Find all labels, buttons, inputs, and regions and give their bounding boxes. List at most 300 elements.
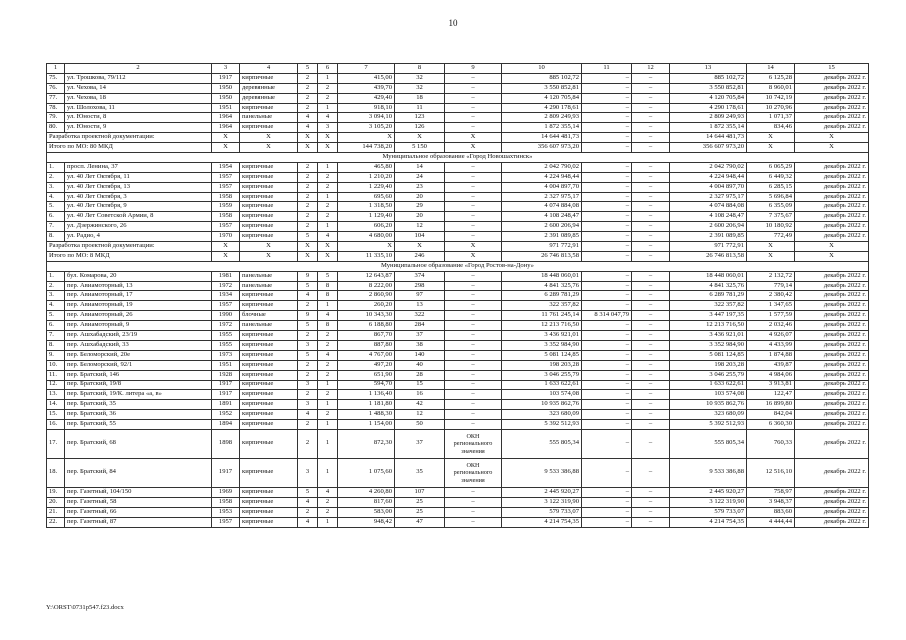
- table-cell: 4 004 897,70: [502, 182, 582, 192]
- table-cell: пер. Братский, 68: [65, 429, 212, 458]
- table-cell: 123: [395, 113, 445, 123]
- table-cell: ул. 40 Лет Октября, 13: [65, 182, 212, 192]
- summary-row: [47, 242, 869, 252]
- table-cell: 14.: [47, 400, 65, 410]
- table-cell: кирпичные: [240, 340, 298, 350]
- table-cell: 4 444,44: [747, 517, 795, 527]
- table-cell: –: [632, 340, 670, 350]
- table-cell: 1: [318, 103, 338, 113]
- table-cell: 77.: [47, 93, 65, 103]
- table-cell: 1.: [47, 162, 65, 172]
- table-row: [47, 390, 869, 400]
- table-cell: деревянные: [240, 93, 298, 103]
- table-cell: 12: [395, 410, 445, 420]
- table-row: [47, 291, 869, 301]
- table-cell: 1: [318, 73, 338, 83]
- section-header-row: [47, 153, 869, 163]
- table-cell: кирпичные: [240, 291, 298, 301]
- table-cell: 2: [298, 202, 318, 212]
- table-cell: 15.: [47, 410, 65, 420]
- table-cell: –: [632, 458, 670, 487]
- table-cell: 2: [318, 83, 338, 93]
- table-cell: 5 392 512,93: [502, 420, 582, 430]
- table-cell: 75.: [47, 73, 65, 83]
- table-cell: –: [582, 73, 632, 83]
- table-cell: декабрь 2022 г.: [795, 73, 869, 83]
- table-cell: –: [445, 420, 502, 430]
- table-cell: 107: [395, 487, 445, 497]
- table-body: [47, 64, 869, 528]
- table-cell: 2: [318, 172, 338, 182]
- table-cell: 2 380,42: [747, 291, 795, 301]
- file-path-footer: Y:\ORST\0731p547.f23.docx: [46, 604, 124, 611]
- table-cell: –: [582, 458, 632, 487]
- table-cell: 38: [395, 340, 445, 350]
- table-cell: –: [582, 212, 632, 222]
- table-cell: 2: [298, 182, 318, 192]
- table-row: [47, 429, 869, 458]
- table-cell: 1: [318, 420, 338, 430]
- table-cell: 1950: [212, 83, 240, 93]
- section-title: Муниципальное образование «Город Новошахтинск»: [47, 153, 869, 163]
- summary-label: Разработка проектной документации:: [47, 242, 212, 252]
- table-cell: –: [632, 517, 670, 527]
- table-cell: 1981: [212, 271, 240, 281]
- table-cell: 5: [298, 232, 318, 242]
- table-cell: 21.: [47, 507, 65, 517]
- table-cell: 4 074 884,08: [502, 202, 582, 212]
- table-cell: 8: [318, 281, 338, 291]
- table-cell: 8: [318, 291, 338, 301]
- table-cell: 9.: [47, 350, 65, 360]
- table-cell: 4: [318, 350, 338, 360]
- table-cell: декабрь 2022 г.: [795, 182, 869, 192]
- table-cell: кирпичные: [240, 162, 298, 172]
- column-number-1: 1: [47, 64, 65, 74]
- table-cell: –: [582, 390, 632, 400]
- table-cell: –: [582, 103, 632, 113]
- summary-cell: X: [318, 251, 338, 261]
- table-cell: пер. Братский, 36: [65, 410, 212, 420]
- table-cell: 1969: [212, 487, 240, 497]
- table-cell: 2 327 975,17: [502, 192, 582, 202]
- table-cell: ул. Радио, 4: [65, 232, 212, 242]
- table-cell: 11: [395, 103, 445, 113]
- table-cell: 322 357,82: [502, 301, 582, 311]
- table-cell: 2 600 206,94: [670, 222, 747, 232]
- table-cell: –: [445, 291, 502, 301]
- table-cell: 1957: [212, 517, 240, 527]
- table-cell: 4: [318, 232, 338, 242]
- table-row: [47, 172, 869, 182]
- table-cell: 1 181,80: [338, 400, 395, 410]
- table-cell: 16: [395, 390, 445, 400]
- table-cell: 10 742,19: [747, 93, 795, 103]
- summary-cell: X: [795, 242, 869, 252]
- table-cell: –: [632, 103, 670, 113]
- summary-row: [47, 143, 869, 153]
- table-cell: 2 327 975,17: [670, 192, 747, 202]
- table-cell: деревянные: [240, 83, 298, 93]
- table-cell: ул. Чехова, 14: [65, 83, 212, 93]
- table-cell: 1 136,40: [338, 390, 395, 400]
- table-cell: –: [582, 113, 632, 123]
- table-cell: декабрь 2022 г.: [795, 458, 869, 487]
- table-row: [47, 281, 869, 291]
- table-cell: 3.: [47, 182, 65, 192]
- table-cell: 6 285,15: [747, 182, 795, 192]
- table-cell: 103 574,08: [670, 390, 747, 400]
- table-cell: 1957: [212, 301, 240, 311]
- table-cell: –: [445, 497, 502, 507]
- table-cell: 322: [395, 311, 445, 321]
- table-cell: 2: [318, 507, 338, 517]
- column-number-3: 3: [212, 64, 240, 74]
- table-cell: –: [632, 331, 670, 341]
- table-cell: кирпичные: [240, 182, 298, 192]
- table-cell: 583,00: [338, 507, 395, 517]
- table-cell: 1: [318, 162, 338, 172]
- table-cell: декабрь 2022 г.: [795, 162, 869, 172]
- table-cell: 10 343,30: [338, 311, 395, 321]
- table-cell: 1 318,50: [338, 202, 395, 212]
- table-cell: –: [632, 350, 670, 360]
- table-cell: 260,20: [338, 301, 395, 311]
- table-cell: пер. Беломорский, 92/1: [65, 360, 212, 370]
- table-row: [47, 182, 869, 192]
- table-cell: 2: [298, 331, 318, 341]
- table-cell: 4 841 325,76: [670, 281, 747, 291]
- table-cell: 126: [395, 123, 445, 133]
- column-number-2: 2: [65, 64, 212, 74]
- table-cell: ул. 40 Лет Октября, 11: [65, 172, 212, 182]
- table-row: [47, 410, 869, 420]
- table-cell: 867,70: [338, 331, 395, 341]
- table-cell: 1972: [212, 281, 240, 291]
- table-cell: 594,70: [338, 380, 395, 390]
- table-cell: декабрь 2022 г.: [795, 271, 869, 281]
- table-cell: 18: [395, 93, 445, 103]
- table-cell: 1972: [212, 321, 240, 331]
- summary-cell: 14 644 481,73: [670, 133, 747, 143]
- table-cell: 198 203,28: [502, 360, 582, 370]
- table-cell: 2: [318, 497, 338, 507]
- table-cell: –: [632, 83, 670, 93]
- table-cell: 1 577,59: [747, 311, 795, 321]
- table-cell: 18 448 060,01: [502, 271, 582, 281]
- table-cell: –: [632, 370, 670, 380]
- summary-cell: X: [445, 242, 502, 252]
- table-cell: 1955: [212, 340, 240, 350]
- table-cell: декабрь 2022 г.: [795, 172, 869, 182]
- table-cell: кирпичные: [240, 301, 298, 311]
- table-cell: 918,10: [338, 103, 395, 113]
- table-cell: –: [445, 83, 502, 93]
- page-number: 10: [448, 18, 458, 28]
- table-cell: 5 081 124,85: [670, 350, 747, 360]
- table-cell: 35: [395, 458, 445, 487]
- summary-cell: X: [318, 143, 338, 153]
- table-cell: 2: [318, 182, 338, 192]
- table-cell: 32: [395, 73, 445, 83]
- table-cell: 13.: [47, 390, 65, 400]
- table-cell: 323 680,09: [502, 410, 582, 420]
- table-cell: декабрь 2022 г.: [795, 93, 869, 103]
- table-cell: 9 533 386,88: [670, 458, 747, 487]
- table-cell: 4 108 248,47: [502, 212, 582, 222]
- table-cell: панельные: [240, 281, 298, 291]
- table-cell: 6.: [47, 321, 65, 331]
- table-cell: –: [445, 93, 502, 103]
- table-cell: –: [445, 400, 502, 410]
- table-cell: 6 449,32: [747, 172, 795, 182]
- table-cell: 817,60: [338, 497, 395, 507]
- table-cell: 2: [298, 212, 318, 222]
- table-cell: 1.: [47, 271, 65, 281]
- table-cell: 5 392 512,93: [670, 420, 747, 430]
- table-cell: 1958: [212, 497, 240, 507]
- table-cell: 3 550 852,81: [670, 83, 747, 93]
- table-cell: 322 357,82: [670, 301, 747, 311]
- table-cell: 1 229,40: [338, 182, 395, 192]
- table-cell: 1954: [212, 162, 240, 172]
- table-cell: 6 355,09: [747, 202, 795, 212]
- table-cell: –: [445, 350, 502, 360]
- table-cell: ул. 40 Лет Советской Армии, 8: [65, 212, 212, 222]
- table-row: [47, 222, 869, 232]
- table-cell: 1964: [212, 123, 240, 133]
- table-cell: кирпичные: [240, 507, 298, 517]
- summary-cell: X: [795, 251, 869, 261]
- table-cell: 6.: [47, 212, 65, 222]
- table-cell: –: [582, 202, 632, 212]
- table-cell: 429,40: [338, 93, 395, 103]
- table-cell: –: [582, 331, 632, 341]
- table-cell: 8: [318, 321, 338, 331]
- table-cell: 3: [298, 400, 318, 410]
- summary-cell: 5 150: [395, 143, 445, 153]
- table-cell: 579 733,07: [502, 507, 582, 517]
- table-cell: пер. Авиамоторный, 17: [65, 291, 212, 301]
- table-cell: 5: [298, 487, 318, 497]
- table-cell: 885 102,72: [670, 73, 747, 83]
- table-cell: –: [445, 212, 502, 222]
- table-cell: пер. Братский, 19/8: [65, 380, 212, 390]
- table-cell: 2: [298, 162, 318, 172]
- table-cell: 842,04: [747, 410, 795, 420]
- summary-cell: –: [632, 242, 670, 252]
- table-cell: пер. Газетный, 58: [65, 497, 212, 507]
- table-cell: 2: [298, 360, 318, 370]
- table-cell: 323 680,09: [670, 410, 747, 420]
- table-cell: –: [582, 350, 632, 360]
- table-cell: 79.: [47, 113, 65, 123]
- table-cell: 3 948,37: [747, 497, 795, 507]
- summary-cell: 356 607 973,20: [670, 143, 747, 153]
- table-cell: 3 122 319,90: [670, 497, 747, 507]
- table-cell: 2: [298, 222, 318, 232]
- table-cell: 695,60: [338, 192, 395, 202]
- table-cell: 4: [318, 487, 338, 497]
- table-cell: 4 680,00: [338, 232, 395, 242]
- table-cell: кирпичные: [240, 429, 298, 458]
- table-cell: 198 203,28: [670, 360, 747, 370]
- table-row: [47, 212, 869, 222]
- table-cell: 4 108 248,47: [670, 212, 747, 222]
- table-row: [47, 311, 869, 321]
- table-cell: 1 347,65: [747, 301, 795, 311]
- table-row: [47, 497, 869, 507]
- table-cell: 1: [318, 222, 338, 232]
- table-cell: 2 445 920,27: [502, 487, 582, 497]
- table-cell: 3 046 255,79: [670, 370, 747, 380]
- table-row: [47, 192, 869, 202]
- table-cell: 1: [318, 458, 338, 487]
- summary-cell: –: [582, 133, 632, 143]
- table-cell: –: [445, 321, 502, 331]
- summary-cell: X: [747, 251, 795, 261]
- table-cell: –: [582, 429, 632, 458]
- table-cell: ул. Трошкова, 79/112: [65, 73, 212, 83]
- table-cell: 4: [298, 410, 318, 420]
- table-cell: декабрь 2022 г.: [795, 350, 869, 360]
- table-cell: 5.: [47, 202, 65, 212]
- table-cell: декабрь 2022 г.: [795, 83, 869, 93]
- table-cell: 104: [395, 232, 445, 242]
- table-cell: 2: [298, 370, 318, 380]
- table-cell: 2: [298, 103, 318, 113]
- table-cell: 4 004 897,70: [670, 182, 747, 192]
- summary-cell: 14 644 481,73: [502, 133, 582, 143]
- table-cell: 11.: [47, 370, 65, 380]
- table-cell: 3 122 319,90: [502, 497, 582, 507]
- table-cell: –: [445, 281, 502, 291]
- table-cell: ул. Чехова, 18: [65, 93, 212, 103]
- table-cell: 42: [395, 400, 445, 410]
- table-cell: 4 224 948,44: [670, 172, 747, 182]
- table-cell: декабрь 2022 г.: [795, 311, 869, 321]
- table-cell: кирпичные: [240, 497, 298, 507]
- table-cell: 2 391 089,85: [502, 232, 582, 242]
- column-number-row: [47, 64, 869, 74]
- summary-cell: X: [240, 242, 298, 252]
- table-cell: 4 290 178,61: [502, 103, 582, 113]
- table-cell: кирпичные: [240, 487, 298, 497]
- table-cell: декабрь 2022 г.: [795, 321, 869, 331]
- table-cell: 12 213 716,50: [502, 321, 582, 331]
- table-cell: –: [632, 487, 670, 497]
- table-cell: 37: [395, 429, 445, 458]
- table-cell: –: [632, 390, 670, 400]
- table-cell: декабрь 2022 г.: [795, 380, 869, 390]
- table-cell: кирпичные: [240, 458, 298, 487]
- table-cell: пер. Авиамоторный, 9: [65, 321, 212, 331]
- table-cell: 1990: [212, 311, 240, 321]
- table-cell: –: [632, 497, 670, 507]
- table-cell: кирпичные: [240, 103, 298, 113]
- table-cell: –: [632, 271, 670, 281]
- table-cell: 1917: [212, 73, 240, 83]
- table-cell: ул. Шолохова, 11: [65, 103, 212, 113]
- table-cell: декабрь 2022 г.: [795, 192, 869, 202]
- table-cell: 1917: [212, 390, 240, 400]
- table-cell: декабрь 2022 г.: [795, 360, 869, 370]
- table-cell: –: [445, 103, 502, 113]
- table-cell: –: [582, 380, 632, 390]
- summary-cell: X: [395, 133, 445, 143]
- summary-cell: 971 772,91: [670, 242, 747, 252]
- table-cell: 8 222,00: [338, 281, 395, 291]
- table-cell: 1958: [212, 192, 240, 202]
- summary-cell: 26 746 813,58: [502, 251, 582, 261]
- table-cell: –: [632, 123, 670, 133]
- table-cell: 6 065,29: [747, 162, 795, 172]
- table-cell: ОКН регионального значения: [445, 458, 502, 487]
- table-cell: 415,00: [338, 73, 395, 83]
- table-cell: 4: [298, 123, 318, 133]
- table-cell: 2 042 790,02: [502, 162, 582, 172]
- table-cell: декабрь 2022 г.: [795, 517, 869, 527]
- table-cell: 465,80: [338, 162, 395, 172]
- table-cell: декабрь 2022 г.: [795, 340, 869, 350]
- table-cell: кирпичные: [240, 360, 298, 370]
- table-cell: 12: [395, 222, 445, 232]
- table-cell: 2 445 920,27: [670, 487, 747, 497]
- table-cell: 2: [298, 93, 318, 103]
- column-number-9: 9: [445, 64, 502, 74]
- table-cell: панельные: [240, 271, 298, 281]
- table-cell: 20.: [47, 497, 65, 507]
- column-number-5: 5: [298, 64, 318, 74]
- table-cell: 2: [298, 73, 318, 83]
- table-cell: 3: [298, 458, 318, 487]
- summary-row: [47, 133, 869, 143]
- table-cell: 10.: [47, 360, 65, 370]
- table-cell: –: [445, 232, 502, 242]
- summary-label: Разработка проектной документации:: [47, 133, 212, 143]
- table-cell: –: [582, 321, 632, 331]
- column-number-15: 15: [795, 64, 869, 74]
- table-cell: 2.: [47, 172, 65, 182]
- table-cell: 284: [395, 321, 445, 331]
- table-cell: 5: [298, 350, 318, 360]
- table-cell: 1 075,60: [338, 458, 395, 487]
- table-cell: 10 270,96: [747, 103, 795, 113]
- table-row: [47, 420, 869, 430]
- table-cell: –: [582, 281, 632, 291]
- column-number-11: 11: [582, 64, 632, 74]
- table-row: [47, 360, 869, 370]
- table-cell: 8.: [47, 232, 65, 242]
- summary-cell: X: [445, 143, 502, 153]
- table-cell: –: [632, 321, 670, 331]
- table-cell: 4 433,99: [747, 340, 795, 350]
- table-cell: кирпичные: [240, 123, 298, 133]
- table-cell: 1951: [212, 103, 240, 113]
- table-cell: пер. Авиамоторный, 26: [65, 311, 212, 321]
- table-cell: –: [445, 507, 502, 517]
- table-cell: 1950: [212, 93, 240, 103]
- table-cell: 2: [318, 410, 338, 420]
- table-cell: кирпичные: [240, 73, 298, 83]
- table-cell: 1952: [212, 410, 240, 420]
- table-cell: –: [632, 93, 670, 103]
- table-cell: 3: [318, 123, 338, 133]
- table-cell: 1964: [212, 113, 240, 123]
- table-cell: –: [445, 192, 502, 202]
- summary-cell: X: [795, 133, 869, 143]
- table-cell: –: [582, 182, 632, 192]
